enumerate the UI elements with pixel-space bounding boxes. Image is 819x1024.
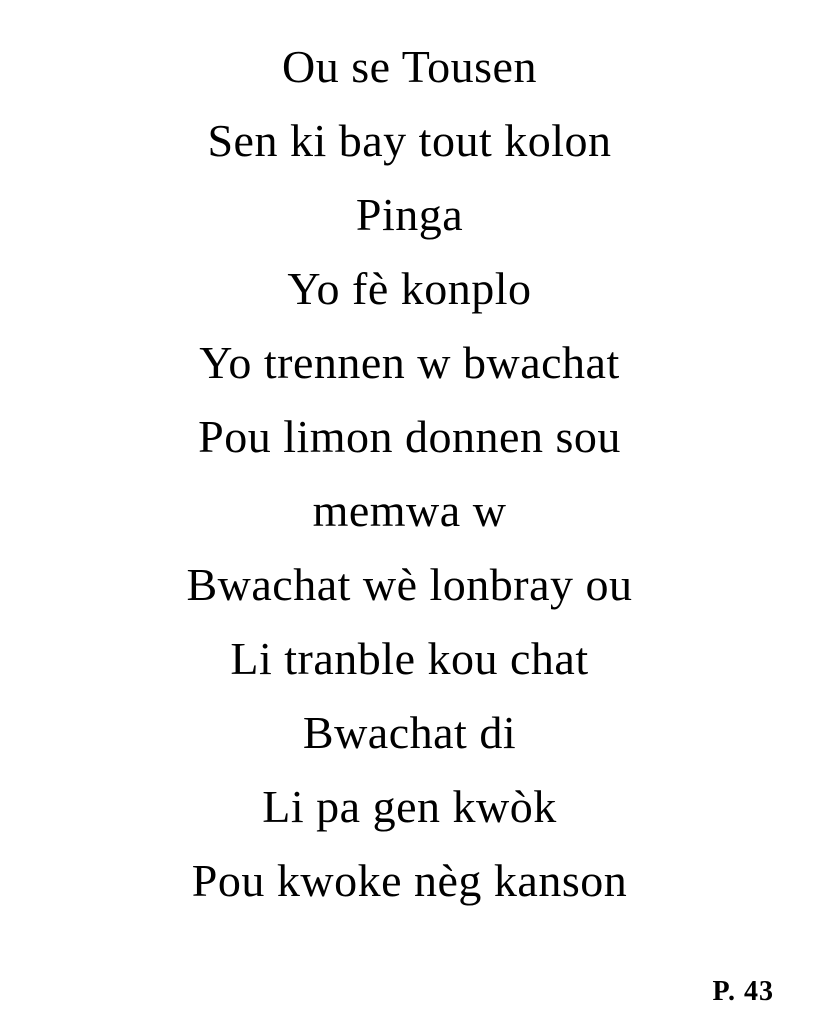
poem-line: memwa w: [312, 485, 507, 536]
poem-line: Pou limon donnen sou: [198, 411, 621, 462]
poem-line: Yo fè konplo: [287, 263, 532, 314]
page-number: P. 43: [712, 976, 774, 1007]
poem-line: Pinga: [355, 189, 464, 240]
poem-line: Yo trennen w bwachat: [199, 337, 620, 388]
poem-line: Bwachat di: [302, 707, 517, 758]
poem-line: Pou kwoke nèg kanson: [191, 855, 628, 906]
poem-line: Bwachat wè lonbray ou: [186, 559, 633, 610]
poem-line: Sen ki bay tout kolon: [207, 115, 612, 166]
poem-line: Li tranble kou chat: [230, 633, 589, 684]
poem-line: Li pa gen kwòk: [262, 781, 557, 832]
poem-line: Ou se Tousen: [282, 41, 537, 92]
